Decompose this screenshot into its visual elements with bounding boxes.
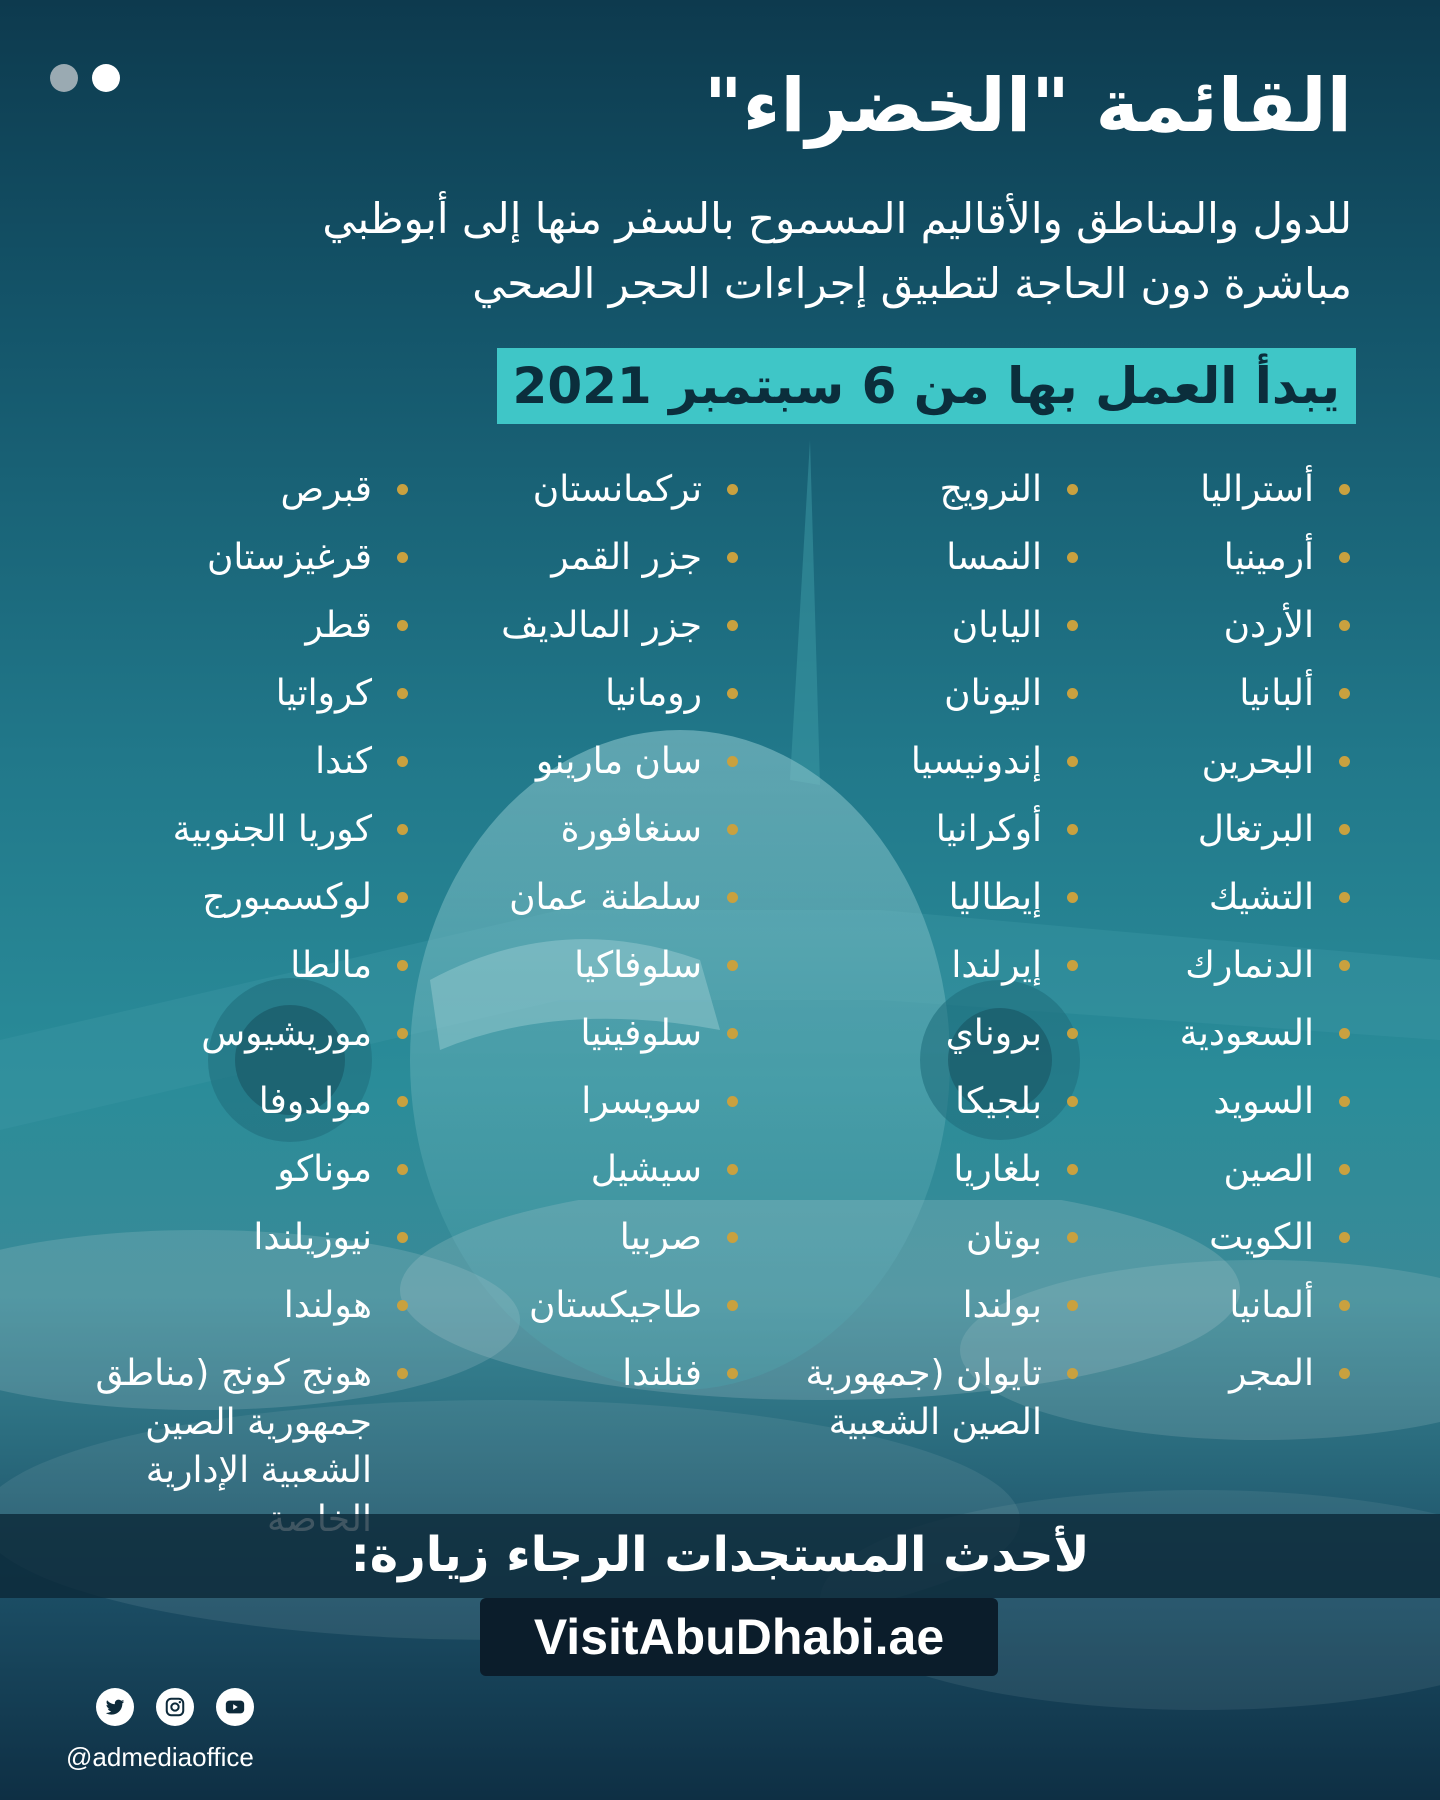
pagination-dot-active — [92, 64, 120, 92]
country-item: أرمينيا — [996, 534, 1356, 602]
country-item: هونج كونج (مناطق جمهورية الصين الشعبية الإدارية — [42, 1350, 414, 1544]
youtube-icon[interactable] — [216, 1688, 254, 1726]
country-item: إيرلندا — [724, 942, 1084, 1010]
country-item: البحرين — [996, 738, 1356, 806]
country-item: لوكسمبورج — [34, 874, 414, 942]
country-item: إيطاليا — [724, 874, 1084, 942]
country-item: موناكو — [34, 1146, 414, 1214]
country-item: سلطنة عمان — [384, 874, 744, 942]
country-item: تايوان (جمهورية الصين الشعبية — [802, 1350, 1084, 1447]
social-links — [96, 1688, 254, 1726]
page-subtitle: للدول والمناطق والأقاليم المسموح بالسفر منها إلى أبوظبي مباشرة دون الحاجة لتطبيق إجراءات الحجر الصحي — [322, 194, 1352, 309]
country-item: موريشيوس — [34, 1010, 414, 1078]
country-item: سان مارينو — [384, 738, 744, 806]
country-item: سيشيل — [384, 1146, 744, 1214]
country-item: رومانيا — [384, 670, 744, 738]
country-item: سلوفينيا — [384, 1010, 744, 1078]
country-item: اليونان — [724, 670, 1084, 738]
country-item: الكويت — [996, 1214, 1356, 1282]
country-item: الأردن — [996, 602, 1356, 670]
pagination-dots — [50, 64, 120, 92]
country-column — [384, 466, 744, 1418]
country-item: طاجيكستان — [384, 1282, 744, 1350]
country-column — [724, 466, 1084, 1447]
country-item: بوتان — [724, 1214, 1084, 1282]
page-title: القائمة "الخضراء" — [704, 63, 1352, 149]
country-item: مالطا — [34, 942, 414, 1010]
country-item: السويد — [996, 1078, 1356, 1146]
country-item: الصين — [996, 1146, 1356, 1214]
pagination-dot — [50, 64, 78, 92]
country-item: النمسا — [724, 534, 1084, 602]
country-item: كوريا الجنوبية — [34, 806, 414, 874]
country-item: سلوفاكيا — [384, 942, 744, 1010]
country-item: ألمانيا — [996, 1282, 1356, 1350]
country-item: أستراليا — [996, 466, 1356, 534]
country-item: بولندا — [724, 1282, 1084, 1350]
website-link[interactable]: VisitAbuDhabi.ae — [480, 1598, 998, 1676]
country-item: اليابان — [724, 602, 1084, 670]
country-item: صربيا — [384, 1214, 744, 1282]
country-item: قبرص — [34, 466, 414, 534]
country-list — [0, 466, 1440, 1516]
country-item: تركمانستان — [384, 466, 744, 534]
country-item: بلجيكا — [724, 1078, 1084, 1146]
country-item: هولندا — [34, 1282, 414, 1350]
country-item: إندونيسيا — [724, 738, 1084, 806]
country-item: بلغاريا — [724, 1146, 1084, 1214]
country-item: السعودية — [996, 1010, 1356, 1078]
country-item: مولدوفا — [34, 1078, 414, 1146]
footer-prompt: لأحدث المستجدات الرجاء زيارة: — [350, 1527, 1090, 1583]
country-item: ألبانيا — [996, 670, 1356, 738]
country-item: قرغيزستان — [34, 534, 414, 602]
country-item: كرواتيا — [34, 670, 414, 738]
country-item: سويسرا — [384, 1078, 744, 1146]
country-item: الدنمارك — [996, 942, 1356, 1010]
country-item: البرتغال — [996, 806, 1356, 874]
country-item: سنغافورة — [384, 806, 744, 874]
country-item: المجر — [996, 1350, 1356, 1418]
country-item: النرويج — [724, 466, 1084, 534]
country-item: فنلندا — [384, 1350, 744, 1418]
start-date-banner: يبدأ العمل بها من 6 سبتمبر 2021 — [497, 348, 1356, 424]
twitter-icon[interactable] — [96, 1688, 134, 1726]
country-column — [34, 466, 414, 1544]
instagram-icon[interactable] — [156, 1688, 194, 1726]
country-item: جزر القمر — [384, 534, 744, 602]
social-handle: @admediaoffice — [66, 1742, 254, 1772]
country-item: بروناي — [724, 1010, 1084, 1078]
country-item: جزر المالديف — [384, 602, 744, 670]
country-item: كندا — [34, 738, 414, 806]
country-item: نيوزيلندا — [34, 1214, 414, 1282]
country-item: أوكرانيا — [724, 806, 1084, 874]
country-item: التشيك — [996, 874, 1356, 942]
country-item: قطر — [34, 602, 414, 670]
